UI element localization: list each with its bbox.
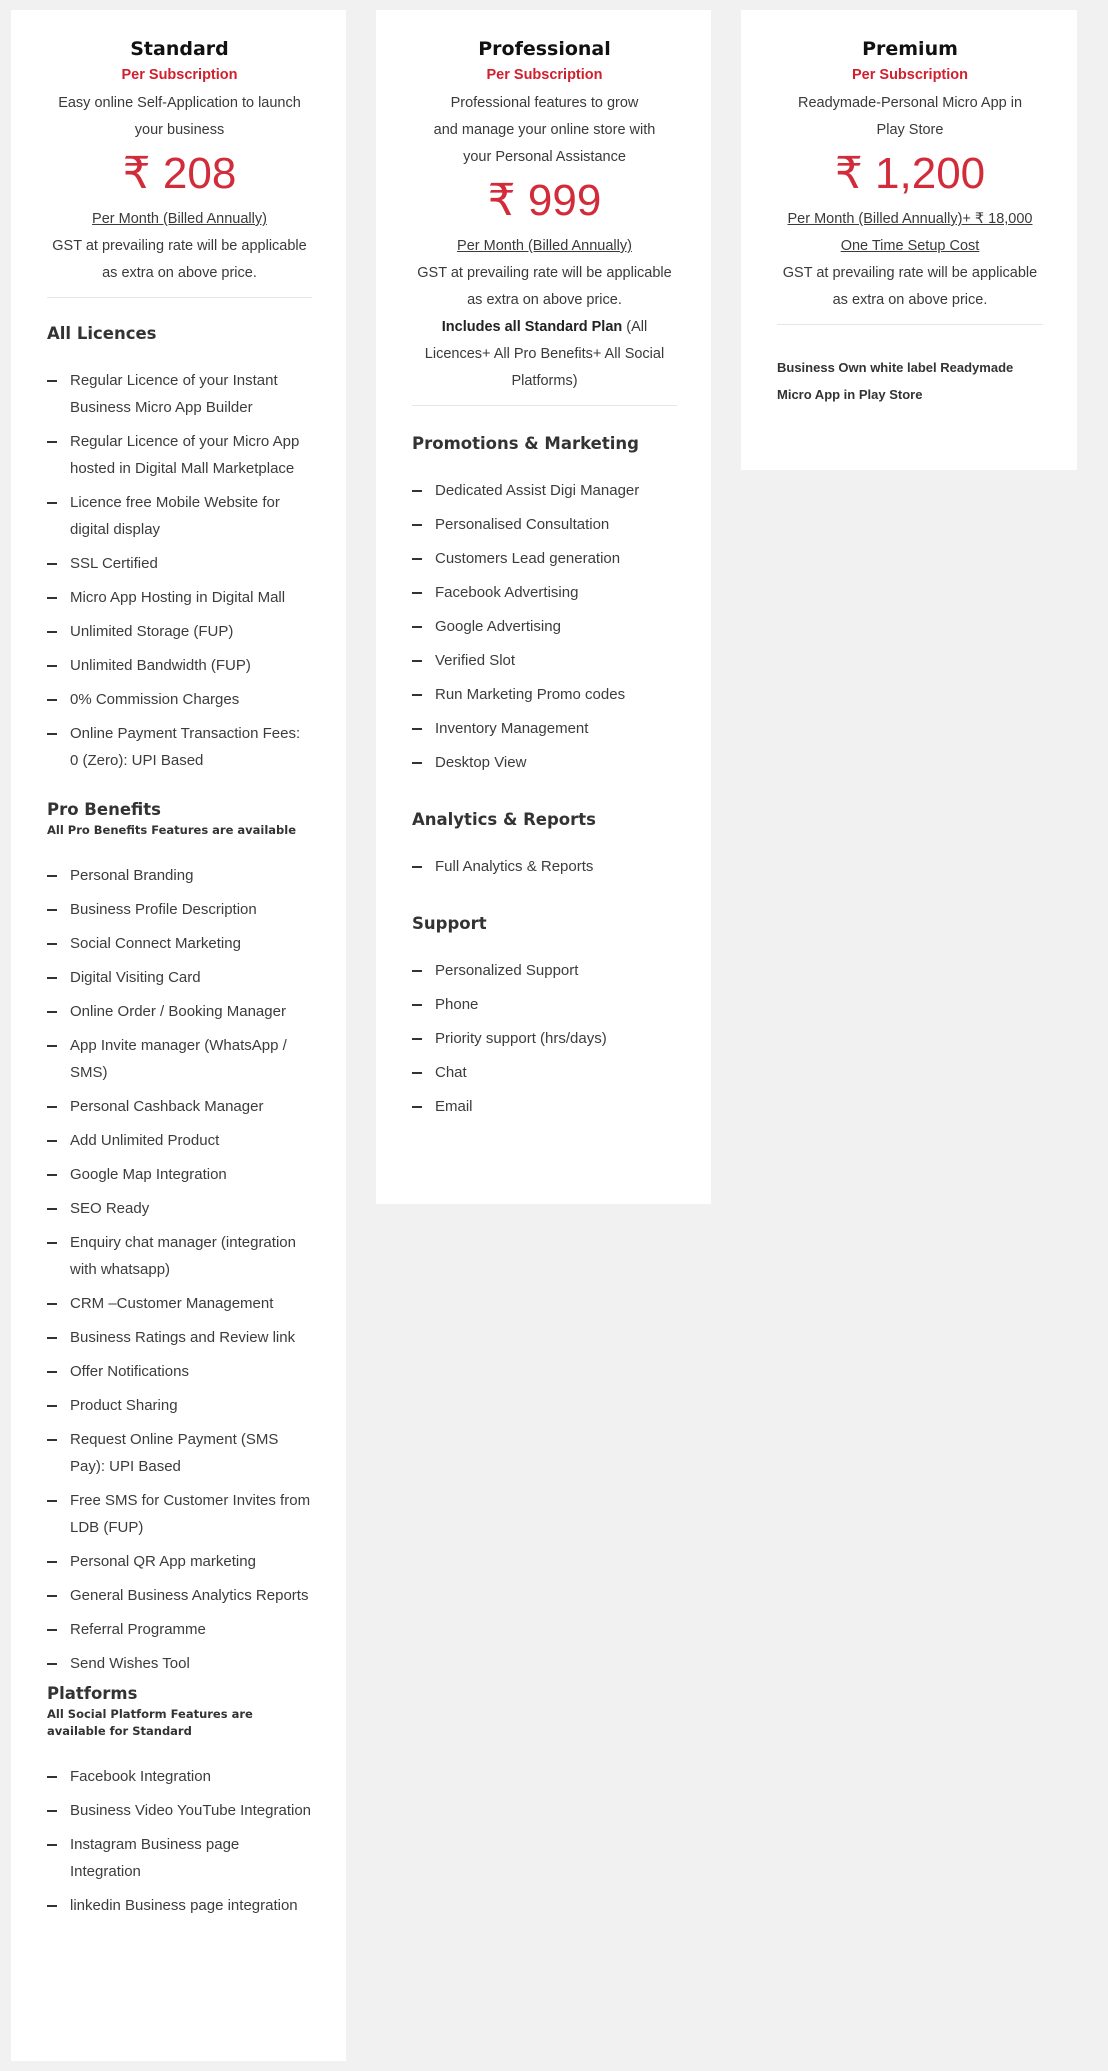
dash-bullet-icon <box>412 1072 422 1074</box>
plan-title: Premium <box>862 38 958 60</box>
plan-title: Professional <box>478 38 611 60</box>
feature-text: App Invite manager (WhatsApp / SMS) <box>70 1037 287 1081</box>
plan-description-line: Professional features to grow <box>450 95 639 111</box>
feature-text: Product Sharing <box>70 1397 178 1414</box>
dash-bullet-icon <box>47 1303 57 1305</box>
feature-text: SSL Certified <box>70 555 158 572</box>
dash-bullet-icon <box>47 699 57 701</box>
feature-text: Business Ratings and Review link <box>70 1329 296 1346</box>
feature-text: Online Payment Transaction Fees: 0 (Zero): UPI Based <box>70 725 301 769</box>
dash-bullet-icon <box>412 626 422 628</box>
section-title: Support <box>412 914 487 933</box>
dash-bullet-icon <box>47 380 57 382</box>
feature-list <box>47 862 312 1677</box>
feature-item <box>412 613 677 640</box>
feature-list <box>412 477 677 776</box>
feature-text: Run Marketing Promo codes <box>435 686 626 703</box>
feature-item <box>47 618 312 645</box>
feature-text: Email <box>435 1098 473 1115</box>
feature-item <box>47 1426 312 1480</box>
dash-bullet-icon <box>47 1106 57 1108</box>
feature-item <box>412 749 677 776</box>
feature-text: Offer Notifications <box>70 1363 189 1380</box>
feature-text: linkedin Business page integration <box>70 1897 298 1914</box>
feature-item <box>47 720 312 774</box>
gst-note: GST at prevailing rate will be applicable as extra on above price. <box>417 265 672 308</box>
feature-text: Regular Licence of your Micro App hosted in Digital Mall Marketplace <box>70 433 300 477</box>
dash-bullet-icon <box>47 1663 57 1665</box>
feature-item <box>47 1229 312 1283</box>
feature-item <box>47 1548 312 1575</box>
gst-note: GST at prevailing rate will be applicable as extra on above price. <box>52 238 307 281</box>
feature-list <box>412 853 677 880</box>
feature-section <box>412 914 677 1120</box>
dash-bullet-icon <box>412 490 422 492</box>
per-subscription-label: Per Subscription <box>121 67 238 83</box>
feature-text: Google Advertising <box>435 618 561 635</box>
feature-item <box>412 991 677 1018</box>
dash-bullet-icon <box>47 1810 57 1812</box>
feature-text: Business Profile Description <box>70 901 257 918</box>
section-subtitle: All Pro Benefits Features are available <box>47 823 297 837</box>
feature-item <box>47 489 312 543</box>
dash-bullet-icon <box>47 1011 57 1013</box>
dash-bullet-icon <box>47 1439 57 1441</box>
standard-plan-header <box>47 38 312 287</box>
dash-bullet-icon <box>47 977 57 979</box>
dash-bullet-icon <box>47 1905 57 1907</box>
feature-item <box>47 1582 312 1609</box>
feature-text: Personalised Consultation <box>435 516 610 533</box>
section-title: Pro Benefits <box>47 800 161 819</box>
feature-text: Verified Slot <box>435 652 516 669</box>
dash-bullet-icon <box>412 762 422 764</box>
dash-bullet-icon <box>412 558 422 560</box>
feature-text: Request Online Payment (SMS Pay): UPI Based <box>70 1431 279 1475</box>
feature-text: Personalized Support <box>435 962 579 979</box>
feature-item <box>47 1616 312 1643</box>
per-subscription-label: Per Subscription <box>851 67 969 83</box>
feature-text: Dedicated Assist Digi Manager <box>435 482 640 499</box>
dash-bullet-icon <box>47 563 57 565</box>
dash-bullet-icon <box>47 441 57 443</box>
plan-title: Standard <box>130 38 229 60</box>
plan-price: ₹ 1,200 <box>834 149 986 198</box>
dash-bullet-icon <box>412 660 422 662</box>
feature-item <box>47 1763 312 1790</box>
feature-section <box>412 810 677 880</box>
feature-item <box>47 1650 312 1677</box>
feature-item <box>47 998 312 1025</box>
dash-bullet-icon <box>47 597 57 599</box>
feature-text: Regular Licence of your Instant Business Micro App Builder <box>70 372 278 416</box>
dash-bullet-icon <box>47 1595 57 1597</box>
section-title: Promotions & Marketing <box>412 434 639 453</box>
feature-text: Unlimited Storage (FUP) <box>70 623 234 640</box>
billing-link[interactable]: Per Month (Billed Annually) <box>457 238 632 254</box>
feature-item <box>47 862 312 889</box>
feature-item <box>47 584 312 611</box>
dash-bullet-icon <box>412 1106 422 1108</box>
feature-item <box>47 1831 312 1885</box>
feature-item <box>47 1392 312 1419</box>
feature-text: Facebook Advertising <box>435 584 579 601</box>
feature-item <box>412 1093 677 1120</box>
feature-text: Personal QR App marketing <box>70 1553 256 1570</box>
plan-description <box>412 90 677 171</box>
feature-item <box>412 1059 677 1086</box>
dash-bullet-icon <box>412 866 422 868</box>
feature-item <box>47 1324 312 1351</box>
includes-note <box>412 314 677 395</box>
feature-item <box>47 1892 312 1919</box>
dash-bullet-icon <box>47 1140 57 1142</box>
standard-plan-card <box>11 10 346 2061</box>
feature-list <box>47 367 312 774</box>
feature-item <box>412 681 677 708</box>
feature-text: Micro App Hosting in Digital Mall <box>70 589 286 606</box>
feature-text: SEO Ready <box>70 1200 150 1217</box>
dash-bullet-icon <box>412 1004 422 1006</box>
plan-price: ₹ 999 <box>487 176 602 225</box>
dash-bullet-icon <box>412 970 422 972</box>
dash-bullet-icon <box>47 1500 57 1502</box>
professional-feature-sections <box>412 434 677 1120</box>
dash-bullet-icon <box>412 728 422 730</box>
feature-item <box>47 1161 312 1188</box>
feature-item <box>47 896 312 923</box>
feature-text: Enquiry chat manager (integration with whatsapp) <box>70 1234 296 1278</box>
professional-plan-header <box>412 38 677 395</box>
feature-item <box>412 853 677 880</box>
plan-description-line: and manage your online store with your Personal Assistance <box>433 122 656 165</box>
feature-section <box>412 434 677 776</box>
feature-text: Unlimited Bandwidth (FUP) <box>70 657 251 674</box>
feature-text: Phone <box>435 996 479 1013</box>
feature-item <box>47 652 312 679</box>
feature-text: Personal Branding <box>70 867 194 884</box>
dash-bullet-icon <box>47 1174 57 1176</box>
feature-item <box>412 477 677 504</box>
feature-text: Social Connect Marketing <box>70 935 241 952</box>
feature-text: Instagram Business page Integration <box>70 1836 240 1880</box>
feature-text: CRM –Customer Management <box>70 1295 274 1312</box>
feature-text: Facebook Integration <box>70 1768 211 1785</box>
includes-bold: Includes all Standard Plan <box>441 319 623 335</box>
dash-bullet-icon <box>47 1561 57 1563</box>
feature-text: Personal Cashback Manager <box>70 1098 264 1115</box>
feature-text: Send Wishes Tool <box>70 1655 190 1672</box>
feature-item <box>412 957 677 984</box>
dash-bullet-icon <box>47 502 57 504</box>
dash-bullet-icon <box>47 733 57 735</box>
divider <box>777 324 1043 325</box>
feature-item <box>47 1487 312 1541</box>
feature-item <box>47 1127 312 1154</box>
plan-price: ₹ 208 <box>122 149 237 198</box>
premium-plan-header <box>777 38 1043 314</box>
feature-item <box>47 1290 312 1317</box>
dash-bullet-icon <box>47 943 57 945</box>
feature-item <box>47 686 312 713</box>
premium-plan-card <box>741 10 1077 470</box>
dash-bullet-icon <box>47 1371 57 1373</box>
feature-text: Licence free Mobile Website for digital display <box>70 494 280 538</box>
feature-item <box>47 1093 312 1120</box>
divider <box>412 405 677 406</box>
feature-text: Chat <box>435 1064 467 1081</box>
feature-item <box>412 1025 677 1052</box>
dash-bullet-icon <box>412 694 422 696</box>
dash-bullet-icon <box>47 1776 57 1778</box>
section-title: Platforms <box>47 1684 138 1703</box>
feature-item <box>47 1797 312 1824</box>
dash-bullet-icon <box>47 875 57 877</box>
feature-text: Add Unlimited Product <box>70 1132 220 1149</box>
feature-text: Inventory Management <box>435 720 589 737</box>
section-title: All Licences <box>47 324 157 343</box>
feature-item <box>47 930 312 957</box>
feature-item <box>412 647 677 674</box>
feature-item <box>412 545 677 572</box>
feature-section <box>47 324 312 774</box>
feature-text: Online Order / Booking Manager <box>70 1003 286 1020</box>
feature-item <box>47 964 312 991</box>
feature-text: Digital Visiting Card <box>70 969 201 986</box>
feature-text: 0% Commission Charges <box>70 691 240 708</box>
dash-bullet-icon <box>47 1629 57 1631</box>
feature-item <box>412 715 677 742</box>
professional-plan-card <box>376 10 711 1204</box>
feature-item <box>47 1032 312 1086</box>
feature-text: Google Map Integration <box>70 1166 227 1183</box>
dash-bullet-icon <box>47 909 57 911</box>
dash-bullet-icon <box>412 1038 422 1040</box>
feature-text: General Business Analytics Reports <box>70 1587 309 1604</box>
feature-item <box>47 550 312 577</box>
feature-section <box>47 800 312 1677</box>
feature-text: Customers Lead generation <box>435 550 621 567</box>
feature-item <box>47 1358 312 1385</box>
feature-text: Desktop View <box>435 754 527 771</box>
dash-bullet-icon <box>47 1045 57 1047</box>
dash-bullet-icon <box>47 1242 57 1244</box>
premium-note: Business Own white label Readymade Micro App in Play Store <box>777 360 1014 402</box>
dash-bullet-icon <box>47 1337 57 1339</box>
dash-bullet-icon <box>47 1405 57 1407</box>
standard-feature-sections <box>47 324 312 1919</box>
section-title: Analytics & Reports <box>412 810 596 829</box>
feature-item <box>47 1195 312 1222</box>
feature-text: Priority support (hrs/days) <box>435 1030 607 1047</box>
feature-text: Full Analytics & Reports <box>435 858 594 875</box>
billing-link[interactable]: Per Month (Billed Annually) <box>92 211 267 227</box>
includes-rest: (All Licences+ All Pro Benefits+ All Social Platforms) <box>424 319 665 389</box>
feature-item <box>47 428 312 482</box>
per-subscription-label: Per Subscription <box>486 67 603 83</box>
divider <box>47 297 312 298</box>
plan-description: Readymade-Personal Micro App in Play Store <box>797 95 1023 138</box>
gst-note: GST at prevailing rate will be applicable as extra on above price. <box>782 265 1038 308</box>
feature-list <box>412 957 677 1120</box>
billing-link[interactable]: Per Month (Billed Annually)+ ₹ 18,000 One Time Setup Cost <box>787 211 1033 254</box>
dash-bullet-icon <box>47 1208 57 1210</box>
plan-description: Easy online Self-Application to launch your business <box>58 95 301 138</box>
feature-item <box>412 579 677 606</box>
feature-item <box>412 511 677 538</box>
dash-bullet-icon <box>412 524 422 526</box>
dash-bullet-icon <box>47 665 57 667</box>
feature-text: Referral Programme <box>70 1621 206 1638</box>
dash-bullet-icon <box>47 1844 57 1846</box>
feature-text: Business Video YouTube Integration <box>70 1802 312 1819</box>
feature-list <box>47 1763 312 1919</box>
dash-bullet-icon <box>412 592 422 594</box>
section-subtitle: All Social Platform Features are available for Standard <box>47 1707 253 1738</box>
feature-item <box>47 367 312 421</box>
feature-section <box>47 1684 312 1919</box>
dash-bullet-icon <box>47 631 57 633</box>
feature-text: Free SMS for Customer Invites from LDB (FUP) <box>70 1492 311 1536</box>
